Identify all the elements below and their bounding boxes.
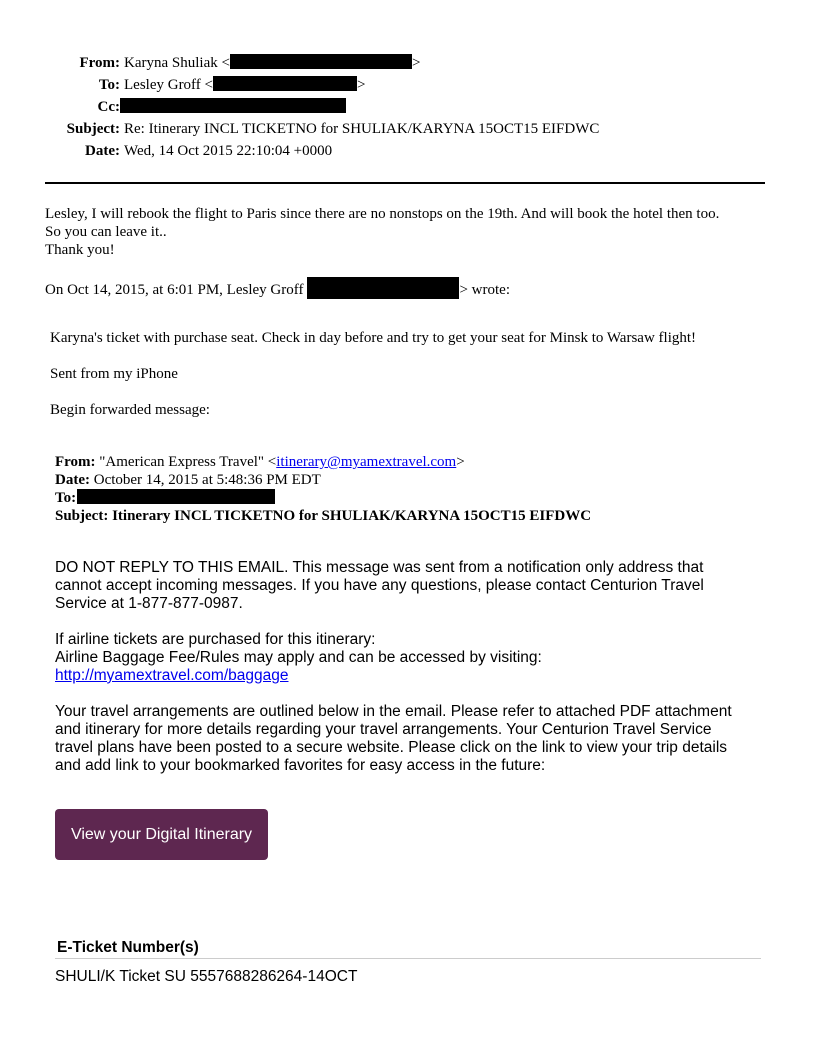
redaction-block bbox=[230, 54, 412, 69]
body-line: travel plans have been posted to a secure website. Please click on the link to view your trip details bbox=[55, 739, 728, 756]
view-digital-itinerary-button[interactable]: View your Digital Itinerary bbox=[55, 809, 268, 860]
to-label: To: bbox=[98, 77, 120, 93]
eticket-line: SHULI/K Ticket SU 5557688286264-14OCT bbox=[55, 968, 358, 985]
date-label: Date: bbox=[85, 143, 120, 159]
redaction-block bbox=[120, 98, 346, 113]
body-line: If airline tickets are purchased for this itinerary: bbox=[55, 631, 376, 648]
to-name: Lesley Groff < bbox=[124, 77, 213, 93]
fwd-from-email-link[interactable]: itinerary@myamextravel.com bbox=[276, 454, 457, 470]
reply-line: So you can leave it.. bbox=[45, 224, 167, 240]
header-divider bbox=[45, 182, 765, 184]
body-line: DO NOT REPLY TO THIS EMAIL. This message was sent from a notification only address that bbox=[55, 559, 704, 576]
fwd-date: Date: October 14, 2015 at 5:48:36 PM EDT bbox=[55, 472, 321, 488]
body-line: Service at 1-877-877-0987. bbox=[55, 595, 243, 612]
cc-value bbox=[120, 98, 346, 116]
from-name: Karyna Shuliak < bbox=[124, 55, 230, 71]
reply-line: Thank you! bbox=[45, 242, 115, 258]
fwd-to: To: bbox=[55, 489, 275, 507]
quoted-line: Karyna's ticket with purchase seat. Check in day before and try to get your seat for Minsk to Warsaw flight! bbox=[50, 330, 697, 346]
body-line: Airline Baggage Fee/Rules may apply and can be accessed by visiting: bbox=[55, 649, 542, 666]
baggage-link[interactable]: http://myamextravel.com/baggage bbox=[55, 667, 289, 684]
from-value: Karyna Shuliak < > bbox=[124, 55, 421, 71]
fwd-from: From: "American Express Travel" <itinerary@myamextravel.com> bbox=[55, 454, 465, 470]
body-line: cannot accept incoming messages. If you have any questions, please contact Centurion Travel bbox=[55, 577, 704, 594]
reply-line: Lesley, I will rebook the flight to Paris since there are no nonstops on the 19th. And will book the hotel then too. bbox=[45, 206, 720, 222]
eticket-divider bbox=[55, 958, 761, 959]
subject-value: Re: Itinerary INCL TICKETNO for SHULIAK/KARYNA 15OCT15 EIFDWC bbox=[124, 121, 600, 137]
date-value: Wed, 14 Oct 2015 22:10:04 +0000 bbox=[124, 143, 333, 159]
subject-label: Subject: bbox=[66, 121, 120, 137]
cc-label: Cc: bbox=[97, 99, 120, 115]
fwd-subject: Subject: Itinerary INCL TICKETNO for SHULIAK/KARYNA 15OCT15 EIFDWC bbox=[55, 508, 592, 524]
redaction-block bbox=[77, 489, 275, 504]
body-line: and add link to your bookmarked favorites for easy access in the future: bbox=[55, 757, 546, 774]
to-value: Lesley Groff < > bbox=[124, 77, 366, 93]
redaction-block bbox=[213, 76, 357, 91]
quoted-line: Begin forwarded message: bbox=[50, 402, 210, 418]
from-label: From: bbox=[79, 55, 120, 71]
quote-intro: On Oct 14, 2015, at 6:01 PM, Lesley Groff > wrote: bbox=[45, 277, 510, 299]
redaction-block bbox=[307, 277, 459, 299]
eticket-heading: E-Ticket Number(s) bbox=[57, 939, 199, 956]
quoted-line: Sent from my iPhone bbox=[50, 366, 178, 382]
body-line: and itinerary for more details regarding your travel arrangements. Your Centurion Travel Service bbox=[55, 721, 712, 738]
body-line: Your travel arrangements are outlined below in the email. Please refer to attached PDF attachment bbox=[55, 703, 732, 720]
